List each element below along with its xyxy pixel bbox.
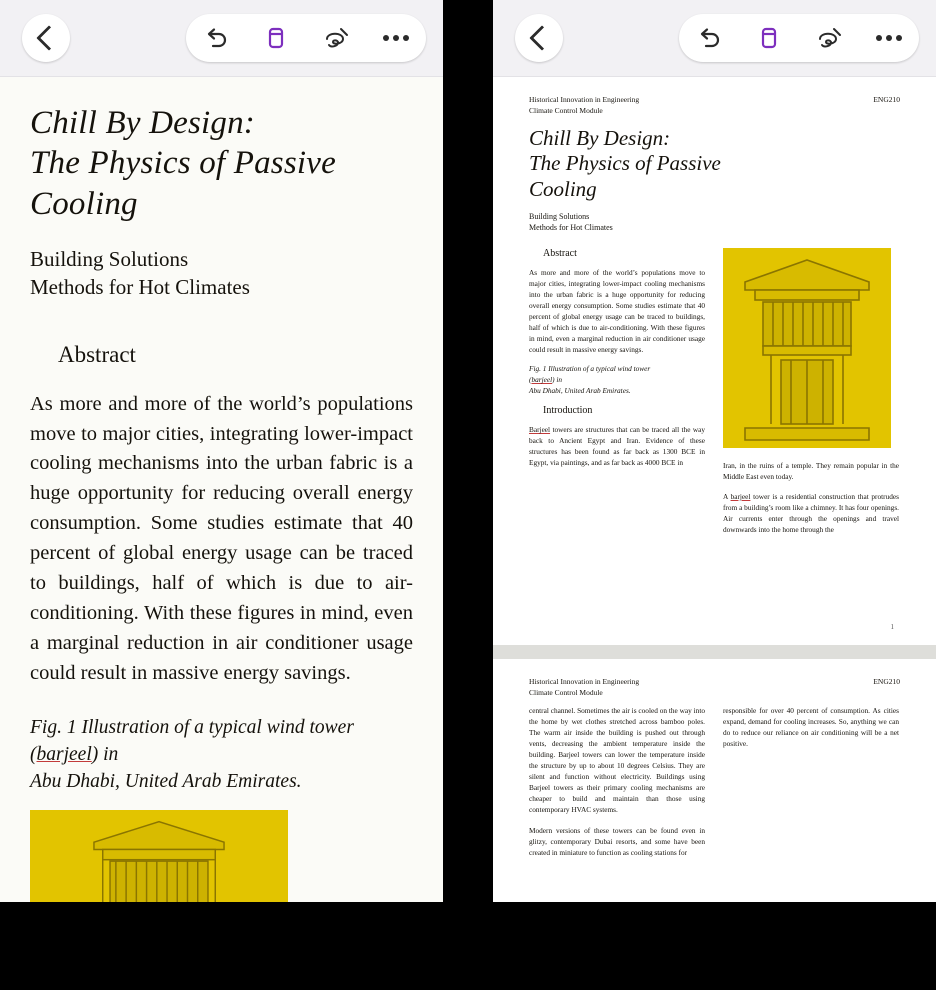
page-subtitle — [30, 246, 413, 302]
document-page-2 — [493, 659, 936, 902]
left-tool-pill — [186, 14, 426, 62]
back-button[interactable] — [22, 14, 70, 62]
more-options-icon[interactable] — [872, 21, 906, 55]
left-page-content — [0, 77, 443, 902]
lasso-select-icon[interactable] — [812, 21, 846, 55]
more-options-icon[interactable] — [379, 21, 413, 55]
introduction-paragraph-1 — [529, 424, 705, 468]
figure-caption-line-1: Fig. 1 Illustration of a typical wind tower — [30, 716, 354, 738]
abstract-heading: Abstract — [58, 341, 136, 367]
abstract-heading: Abstract — [543, 247, 577, 259]
course-code: ENG210 — [873, 95, 900, 104]
page2-paragraph-1: central channel. Sometimes the air is cooled on the way into the home by wet clothes stretched across bamboo poles. The warm air inside the building is pushed out through vents, decreasing the ambient temperature inside the building. Barjeel towers can lower the temperature inside the structure by up to about 10 degrees Celsius. They are silent and function without electricity. Buildings using Barjeel towers as their primary cooling mechanisms are cheaper to build and maintain than those using contemporary HVAC systems. — [529, 705, 705, 815]
introduction-heading: Introduction — [543, 405, 593, 417]
page1-columns — [529, 248, 900, 544]
page2-column2-paragraph-1: responsible for over 40 percent of consumption. As cities expand, demand for cooling increases. So, anything we can do to reduce our reliance on air conditioning will be a net positive. — [723, 705, 899, 748]
figure-caption-line-1: Fig. 1 Illustration of a typical wind tower — [529, 364, 651, 374]
page-title — [30, 103, 413, 224]
wind-tower-illustration — [30, 810, 288, 902]
more-dots — [876, 35, 902, 41]
back-button-right[interactable] — [515, 14, 563, 62]
title-line-3: Cooling — [529, 176, 597, 201]
page-number: 1 — [890, 623, 894, 631]
document-page-1 — [493, 77, 936, 645]
undo-arrow-icon[interactable] — [692, 21, 726, 55]
running-head-line-2: Climate Control Module — [529, 687, 603, 697]
title-line-2: The Physics of Passive — [30, 145, 336, 182]
right-document-pane — [493, 0, 936, 902]
wind-tower-illustration — [723, 248, 891, 448]
running-head-line-1: Historical Innovation in Engineering — [529, 95, 640, 104]
left-document-pane — [0, 0, 443, 902]
figure-caption: Fig. 1 Illustration of a typical wind tower (barjeel) in Abu Dhabi, United Arab Emirates. — [529, 364, 705, 397]
more-dots — [383, 35, 409, 41]
intro-col2-rest: tower is a residential construction that protrudes from a building’s room like a chimney. It has four openings. Air currents enter through the openings and travel downwards into the home through the — [723, 491, 899, 535]
page2-columns — [529, 705, 900, 867]
page2-paragraph-2: Modern versions of these towers can be found even in glitzy, contemporary Dubai resorts, and some have been created in miniature to function as cooling stations for — [529, 825, 705, 857]
figure-caption-line-2: ) in — [91, 743, 119, 765]
title-line-3: Cooling — [30, 185, 138, 222]
right-toolbar — [493, 0, 936, 77]
course-code: ENG210 — [873, 677, 900, 686]
undo-arrow-icon[interactable] — [199, 21, 233, 55]
running-head-line-1: Historical Innovation in Engineering — [529, 677, 640, 686]
eraser-icon[interactable] — [752, 21, 786, 55]
running-head — [529, 95, 900, 117]
page2-column-right — [723, 705, 899, 867]
figure-caption-line-3: Abu Dhabi, United Arab Emirates. — [30, 770, 302, 792]
barjeel-term[interactable]: Barjeel — [529, 425, 551, 435]
page1-column-right — [723, 248, 899, 544]
running-head — [529, 677, 900, 699]
left-toolbar — [0, 0, 443, 77]
page2-column-left — [529, 705, 705, 867]
page-title-small — [529, 126, 900, 203]
chevron-left-icon — [529, 25, 554, 50]
figure-caption-line-3: Abu Dhabi, United Arab Emirates. — [529, 386, 631, 396]
page-subtitle-small — [529, 211, 900, 234]
title-line-1: Chill By Design: — [529, 125, 671, 150]
chevron-left-icon — [36, 25, 61, 50]
page1-column-left — [529, 248, 705, 544]
running-head-line-2: Climate Control Module — [529, 105, 603, 115]
abstract-paragraph: As more and more of the world’s populations move to major cities, integrating lower-impact cooling mechanisms into the urban fabric is a huge opportunity for reducing overall energy consumption. Some studies estimate that 40 percent of global energy usage can be traced to buildings, half of which is due to air-conditioning. With these figures in mind, even a marginal reduction in air conditioner usage could result in massive energy savings. — [529, 267, 705, 355]
figure-caption: Fig. 1 Illustration of a typical wind tower (barjeel) in Abu Dhabi, United Arab Emirates. — [30, 715, 413, 796]
figure-caption-link[interactable]: barjeel — [36, 743, 92, 765]
right-pages-scroll[interactable] — [493, 77, 936, 902]
lasso-select-icon[interactable] — [319, 21, 353, 55]
subtitle-line-2: Methods for Hot Climates — [30, 274, 250, 299]
introduction-column2-paragraph-2 — [723, 491, 899, 535]
subtitle-line-2: Methods for Hot Climates — [529, 223, 613, 233]
figure-caption-link[interactable]: barjeel — [531, 375, 553, 385]
title-line-2: The Physics of Passive — [529, 151, 721, 176]
introduction-column2-paragraph-1: Iran, in the ruins of a temple. They remain popular in the Middle East even today. — [723, 460, 899, 481]
subtitle-line-1: Building Solutions — [529, 211, 590, 221]
intro-col2-pre: A — [723, 491, 731, 501]
introduction-paragraph-1-rest: towers are structures that can be traced all the way back to Ancient Egypt and Iran. Evidence of these structures has been found as far back as 1300 BCE in Egypt, via paintings, and as far back as 4000 BCE in — [529, 425, 705, 468]
eraser-icon[interactable] — [259, 21, 293, 55]
barjeel-term[interactable]: barjeel — [730, 491, 751, 501]
title-line-1: Chill By Design: — [30, 105, 255, 141]
page-separator — [493, 645, 936, 659]
abstract-paragraph: As more and more of the world’s populations move to major cities, integrating lower-impact cooling mechanisms into the urban fabric is a huge opportunity for reducing overall energy consumption. Some studies estimate that 40 percent of global energy usage can be traced to buildings, half of which is due to air-conditioning. With these figures in mind, even a marginal reduction in air conditioner usage could result in massive energy savings. — [30, 392, 413, 684]
subtitle-line-1: Building Solutions — [30, 246, 189, 271]
right-tool-pill — [679, 14, 919, 62]
figure-caption-line-2: ) in — [552, 375, 563, 385]
